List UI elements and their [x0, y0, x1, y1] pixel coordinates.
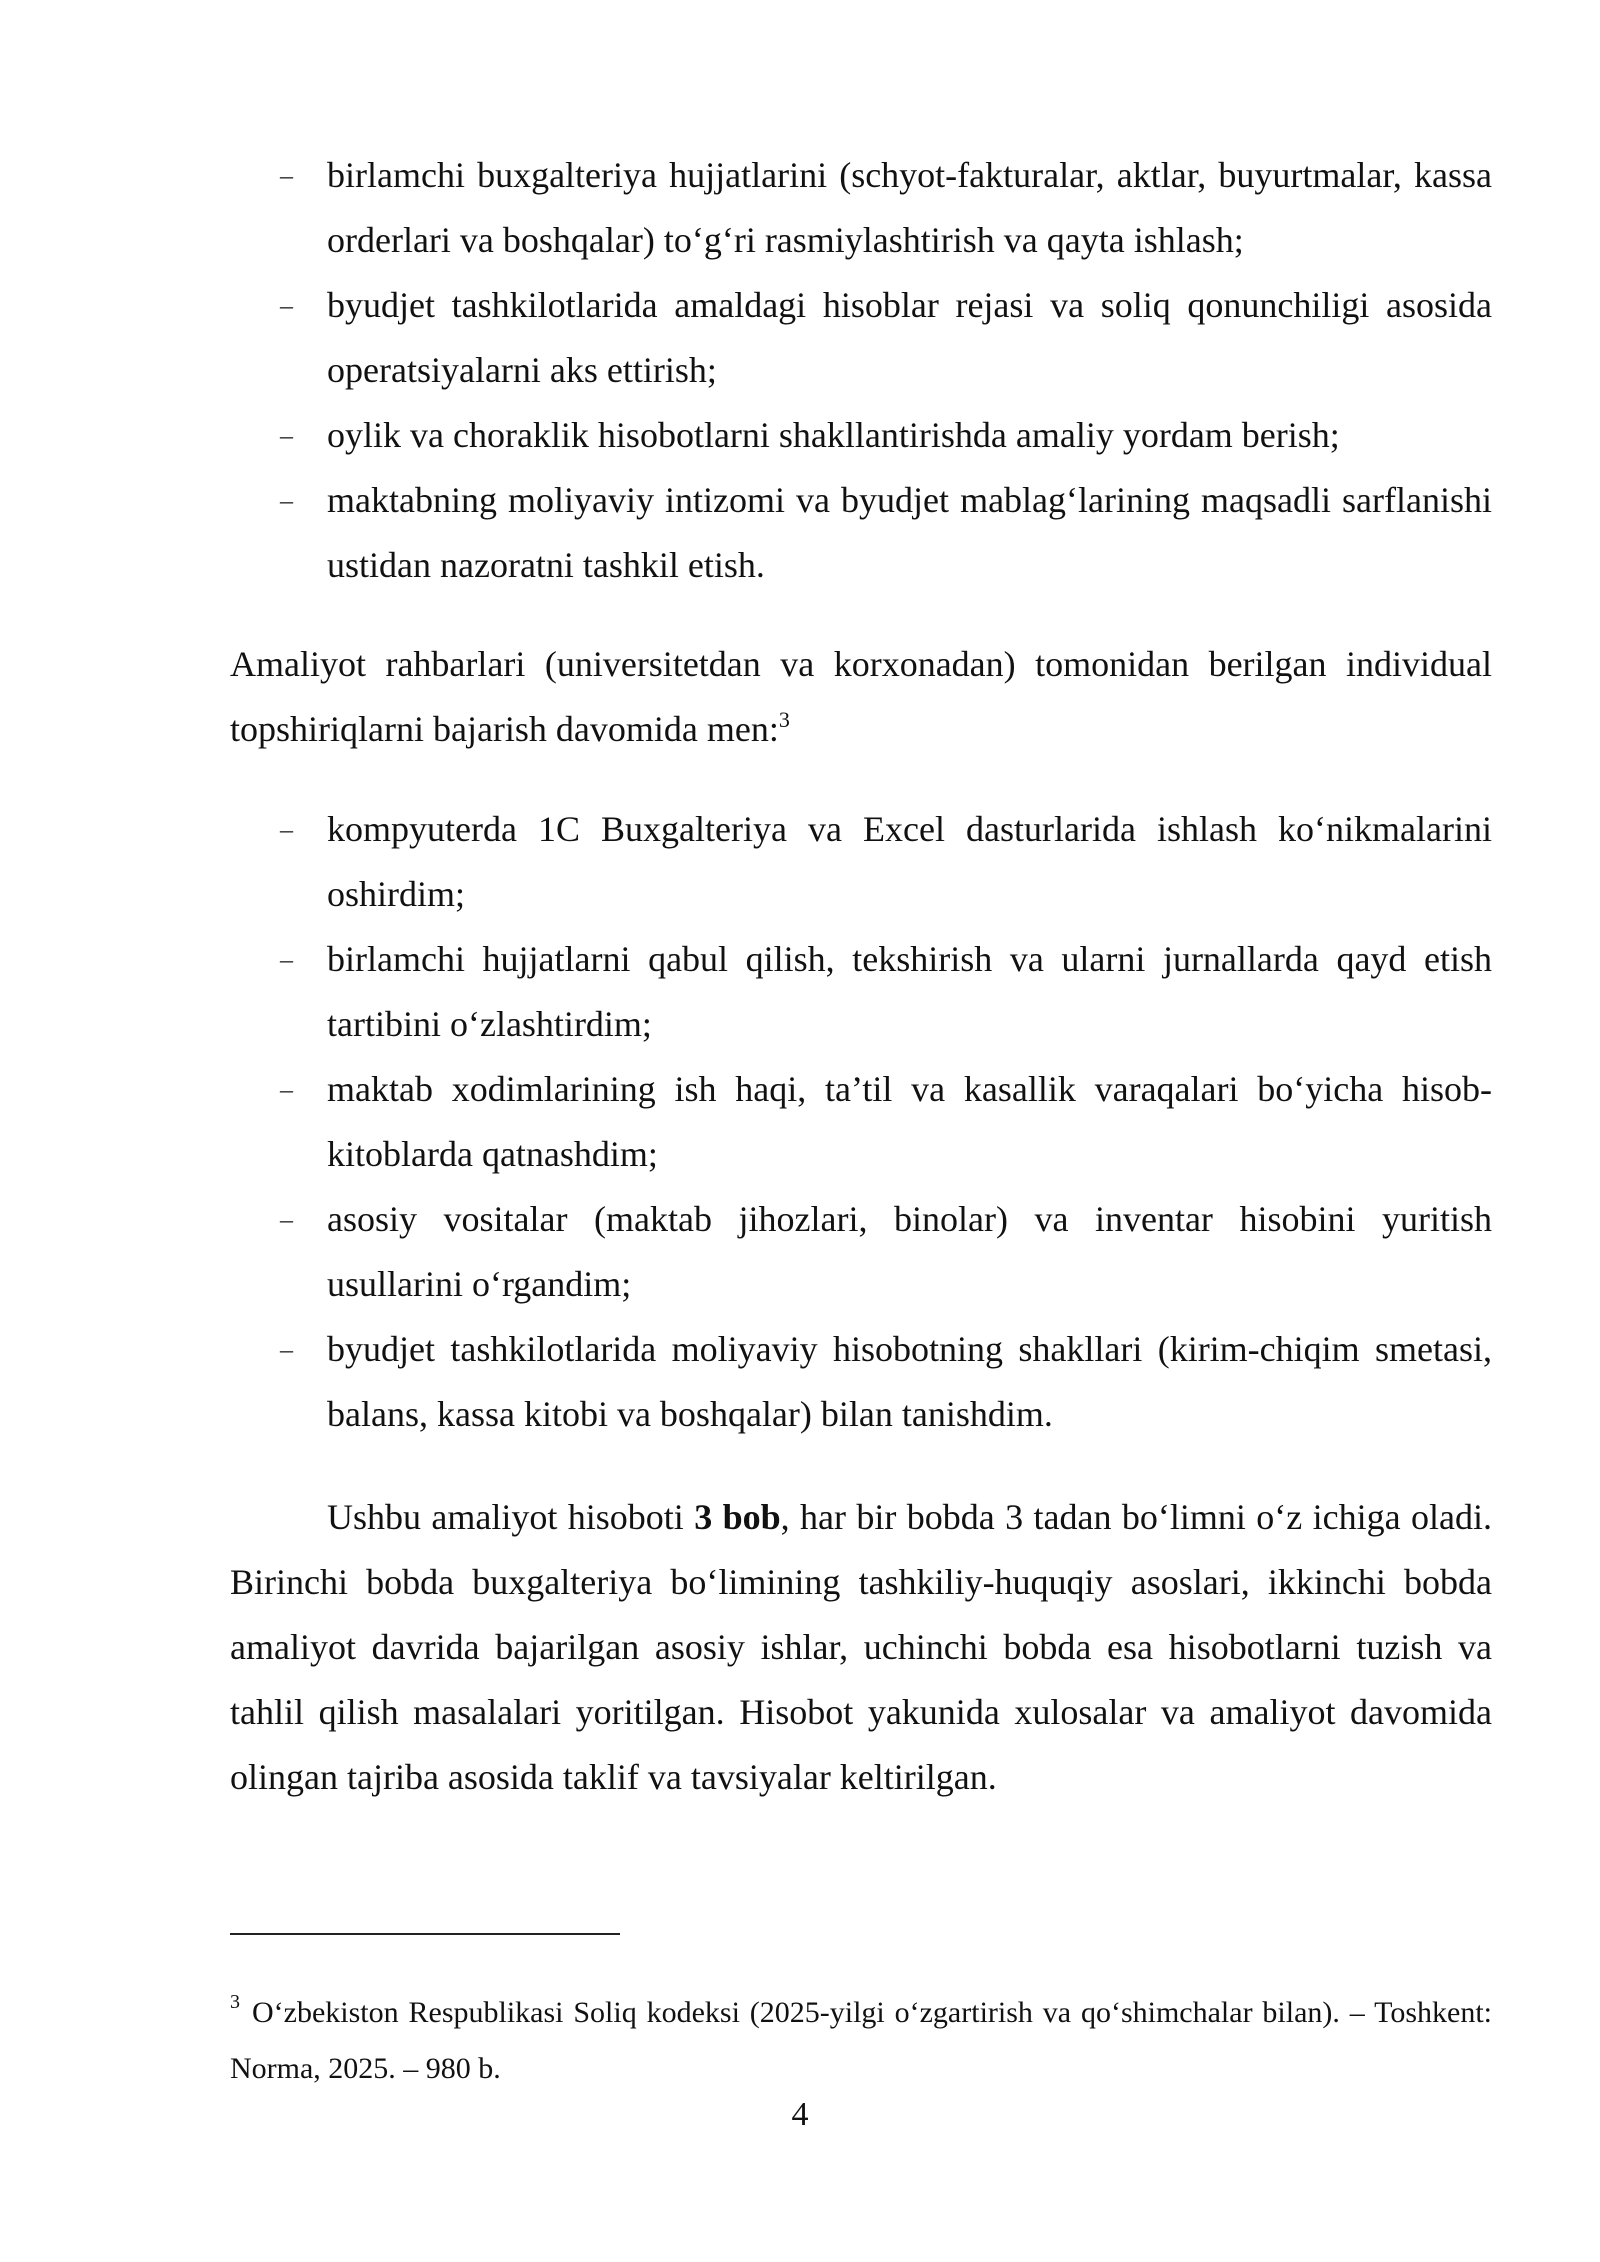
task-list [230, 143, 1492, 598]
list-item-text: birlamchi hujjatlarni qabul qilish, tekshirish va ularni jurnallarda qayd etish tartibini o‘zlashtirdim; [327, 939, 1492, 1044]
list-item-text: byudjet tashkilotlarida amaldagi hisoblar rejasi va soliq qonunchiligi asosida operatsiyalarni aks ettirish; [327, 285, 1492, 390]
list-item-text: maktab xodimlarining ish haqi, ta’til va kasallik varaqalari bo‘yicha hisob-kitoblarda qatnashdim; [327, 1069, 1492, 1174]
footnote [230, 1985, 1492, 2097]
footnote-text: O‘zbekiston Respublikasi Soliq kodeksi (2025-yilgi o‘zgartirish va qo‘shimchalar bilan). – Toshkent: Norma, 2025. – 980 b. [230, 1996, 1492, 2085]
dash-bullet: – [280, 945, 293, 974]
dash-bullet: – [280, 486, 293, 515]
dash-bullet: – [280, 1205, 293, 1234]
list-item [230, 1057, 1492, 1187]
list-item-text: kompyuterda 1C Buxgalteriya va Excel dasturlarida ishlash ko‘nikmalarini oshirdim; [327, 809, 1492, 914]
intro-paragraph-text: Amaliyot rahbarlari (universitetdan va korxonadan) tomonidan berilgan individual topshiriqlarni bajarish davomida men: [230, 644, 1492, 749]
footnote-separator [230, 1933, 620, 1935]
page-number: 4 [791, 2096, 809, 2133]
list-item-text: oylik va choraklik hisobotlarni shakllantirishda amaliy yordam berish; [327, 415, 1340, 455]
dash-bullet: – [280, 291, 293, 320]
skills-list [230, 797, 1492, 1447]
chapter-count: 3 bob [694, 1497, 781, 1537]
dash-bullet: – [280, 1335, 293, 1364]
list-item [230, 273, 1492, 403]
list-item-text: byudjet tashkilotlarida moliyaviy hisobotning shakllari (kirim-chiqim smetasi, balans, kassa kitobi va boshqalar) bilan tanishdim. [327, 1329, 1492, 1434]
list-item [230, 927, 1492, 1057]
list-item [230, 468, 1492, 598]
list-item [230, 1317, 1492, 1447]
dash-bullet: – [280, 421, 293, 450]
footnote-reference[interactable]: 3 [778, 707, 790, 732]
intro-paragraph [230, 632, 1492, 762]
list-item-text: maktabning moliyaviy intizomi va byudjet mablag‘larining maqsadli sarflanishi ustidan nazoratni tashkil etish. [327, 480, 1492, 585]
list-item [230, 1187, 1492, 1317]
list-item [230, 143, 1492, 273]
list-item [230, 797, 1492, 927]
structure-text-rest: , har bir bobda 3 tadan bo‘limni o‘z ichiga oladi. Birinchi bobda buxgalteriya bo‘limining tashkiliy-huquqiy asoslari, ikkinchi bobda amaliyot davrida bajarilgan asosiy ishlar, uchinchi bobda esa hisobotlarni tuzish va tahlil qilish masalalari yoritilgan. Hisobot yakunida xulosalar va amaliyot davomida olingan tajriba asosida taklif va tavsiyalar keltirilgan. [230, 1497, 1493, 1797]
footnote-number: 3 [230, 1991, 240, 2013]
list-item [230, 403, 1492, 468]
dash-bullet: – [280, 815, 293, 844]
list-item-text: birlamchi buxgalteriya hujjatlarini (schyot-fakturalar, aktlar, buyurtmalar, kassa orderlari va boshqalar) to‘g‘ri rasmiylashtirish va qayta ishlash; [327, 155, 1492, 260]
structure-text-start: Ushbu amaliyot hisoboti [327, 1497, 695, 1537]
dash-bullet: – [280, 161, 293, 190]
dash-bullet: – [280, 1075, 293, 1104]
list-item-text: asosiy vositalar (maktab jihozlari, binolar) va inventar hisobini yuritish usullarini o‘rgandim; [327, 1199, 1492, 1304]
structure-paragraph [230, 1485, 1492, 1810]
